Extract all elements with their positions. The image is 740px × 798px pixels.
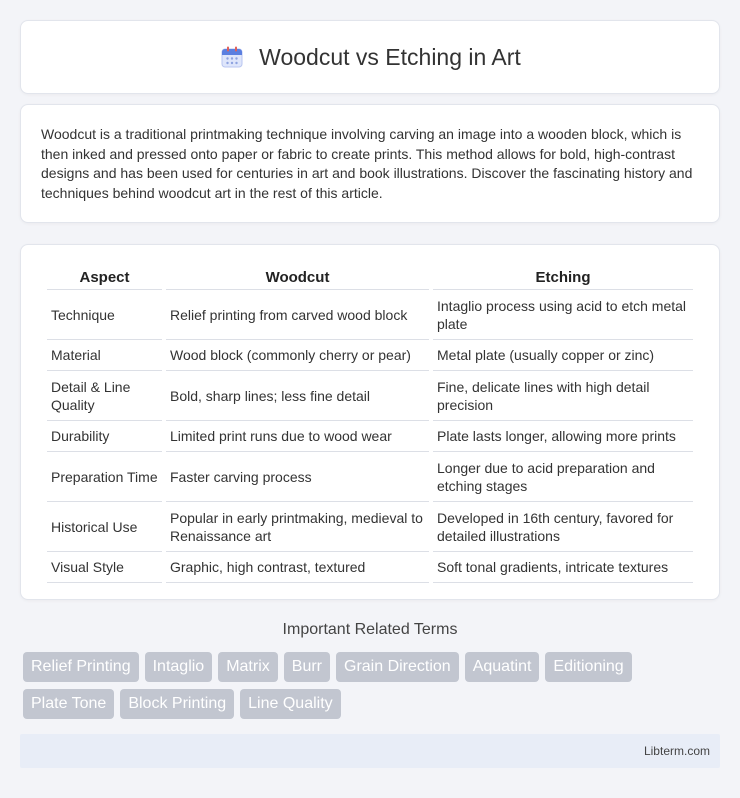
cell-etching: Plate lasts longer, allowing more prints [433, 421, 693, 452]
cell-woodcut: Graphic, high contrast, textured [166, 552, 429, 583]
tag-grain-direction[interactable]: Grain Direction [336, 652, 459, 682]
cell-etching: Longer due to acid preparation and etching stages [433, 452, 693, 502]
related-terms-list [23, 652, 723, 719]
cell-woodcut: Wood block (commonly cherry or pear) [166, 340, 429, 371]
cell-aspect: Technique [47, 290, 162, 340]
calendar-icon [219, 44, 245, 70]
tag-block-printing[interactable]: Block Printing [120, 689, 234, 719]
cell-etching: Intaglio process using acid to etch metal plate [433, 290, 693, 340]
cell-aspect: Material [47, 340, 162, 371]
table-row [47, 421, 693, 452]
table-row [47, 552, 693, 583]
cell-aspect: Preparation Time [47, 452, 162, 502]
table-row [47, 290, 693, 340]
header-aspect: Aspect [47, 265, 162, 290]
tag-plate-tone[interactable]: Plate Tone [23, 689, 114, 719]
table-header-row [47, 265, 693, 290]
tag-editioning[interactable]: Editioning [545, 652, 631, 682]
cell-aspect: Durability [47, 421, 162, 452]
cell-woodcut: Bold, sharp lines; less fine detail [166, 371, 429, 421]
tag-matrix[interactable]: Matrix [218, 652, 278, 682]
table-row [47, 371, 693, 421]
table-row [47, 502, 693, 552]
tag-relief-printing[interactable]: Relief Printing [23, 652, 139, 682]
comparison-table [43, 265, 697, 583]
cell-etching: Metal plate (usually copper or zinc) [433, 340, 693, 371]
footer [20, 734, 720, 768]
cell-woodcut: Faster carving process [166, 452, 429, 502]
tag-line-quality[interactable]: Line Quality [240, 689, 341, 719]
tag-intaglio[interactable]: Intaglio [145, 652, 213, 682]
comparison-table-card [20, 244, 720, 600]
table-row [47, 340, 693, 371]
tag-aquatint[interactable]: Aquatint [465, 652, 540, 682]
cell-aspect: Detail & Line Quality [47, 371, 162, 421]
cell-etching: Soft tonal gradients, intricate textures [433, 552, 693, 583]
cell-woodcut: Popular in early printmaking, medieval to Renaissance art [166, 502, 429, 552]
cell-woodcut: Limited print runs due to wood wear [166, 421, 429, 452]
related-terms-title: Important Related Terms [282, 621, 458, 638]
cell-aspect: Visual Style [47, 552, 162, 583]
footer-site-link[interactable]: Libterm.com [643, 744, 710, 758]
page-title: Woodcut vs Etching in Art [259, 43, 521, 70]
intro-paragraph: Woodcut is a traditional printmaking technique involving carving an image into a wooden block, which is then inked and pressed onto paper or fabric to create prints. This method allows for bold, high-contrast designs and has been used for centuries in art and book illustrations. Discover the fascinating history and techniques behind woodcut art in the rest of this article. [41, 126, 693, 201]
intro-card [20, 104, 720, 223]
cell-aspect: Historical Use [47, 502, 162, 552]
cell-woodcut: Relief printing from carved wood block [166, 290, 429, 340]
tag-burr[interactable]: Burr [284, 652, 330, 682]
table-row [47, 452, 693, 502]
header-woodcut: Woodcut [166, 265, 429, 290]
cell-etching: Developed in 16th century, favored for detailed illustrations [433, 502, 693, 552]
header-etching: Etching [433, 265, 693, 290]
cell-etching: Fine, delicate lines with high detail precision [433, 371, 693, 421]
title-card [20, 20, 720, 94]
